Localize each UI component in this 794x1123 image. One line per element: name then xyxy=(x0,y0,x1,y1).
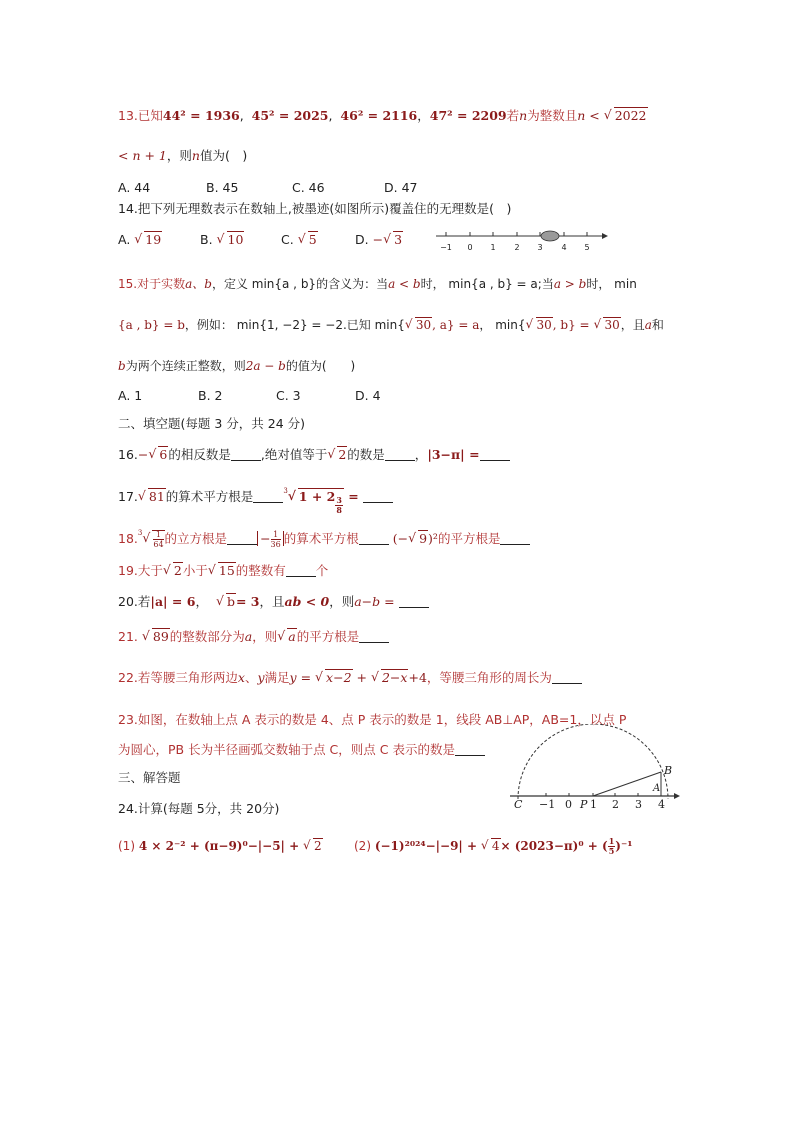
q13-mid2: 为整数且 xyxy=(527,108,578,123)
q15-part: a xyxy=(644,318,652,332)
q15-part: ，例如： min{1, −2} = −2.已知 min{ xyxy=(184,318,405,332)
q13-line2 xyxy=(118,146,247,166)
point-a-label: A xyxy=(653,783,661,794)
q23-text-1: 23.如图，在数轴上点 A 表示的数是 4、点 P 表示的数是 1，线段 AB⊥AP，AB=1，以点 P xyxy=(118,712,627,727)
q18: 18.$^3$ √ $\frac{1}{64}$ 的立方根是 − $\frac{1}{36}$ 的算术平方根 (−√ 9)²的平方根是 xyxy=(118,523,530,549)
q15-part: 的值为( ) xyxy=(285,359,356,373)
q16: 16.−√ 6的相反数是 ,绝对值等于√ 2的数是 ，|3−π| = xyxy=(118,445,510,465)
q13-cond2: < n + 1 xyxy=(118,148,167,163)
q13-eq2: 45² = 2025 xyxy=(251,108,329,123)
q23-figure xyxy=(508,724,684,812)
q23-tick-label: 1 xyxy=(590,798,597,811)
q14-option-c: C. √ 5 xyxy=(281,230,318,250)
q14-tick-label: 2 xyxy=(514,243,520,252)
segment-pb xyxy=(593,772,661,796)
q22: 22.若等腰三角形两边x、y满足y = √ x−2 + √ 2−x+4，等腰三角形的周长为 xyxy=(118,668,582,688)
q23-tick-label: 0 xyxy=(565,798,572,811)
q15-part: a < b xyxy=(388,277,421,291)
q15-part: 2a − b xyxy=(245,359,286,373)
answer-blank xyxy=(359,531,389,545)
q23-tick-label: 4 xyxy=(658,798,665,811)
q15-option-a: A. 1 xyxy=(118,388,143,403)
q24-problem-1: (1) 4 × 2⁻² + (π−9)⁰−|−5| + √ 2 xyxy=(118,836,323,856)
ink-blot xyxy=(541,231,559,241)
point-c-label: C xyxy=(514,798,523,811)
q15-option-b: B. 2 xyxy=(198,388,223,403)
q14-tick-label: −1 xyxy=(440,243,452,252)
q15-option-d: D. 4 xyxy=(355,388,381,403)
answer-blank xyxy=(253,489,283,503)
q13-n2: n xyxy=(191,148,200,163)
section-2-title: 二、填空题(每题 3 分，共 24 分) xyxy=(118,416,306,431)
answer-blank xyxy=(399,594,429,608)
answer-blank xyxy=(480,447,510,461)
q15-part: 时， min xyxy=(586,277,637,291)
q14-tick-label: 5 xyxy=(584,243,590,252)
q15-line2 xyxy=(118,315,664,335)
answer-blank xyxy=(286,563,316,577)
answer-blank xyxy=(385,447,415,461)
q23-tick-label: 2 xyxy=(612,798,619,811)
q15-part: , b} = xyxy=(552,318,590,332)
q14-tick-label: 3 xyxy=(537,243,543,252)
axis-arrow xyxy=(674,793,680,799)
q13-n: n xyxy=(519,108,528,123)
section-3-title: 三、解答题 xyxy=(118,770,181,785)
q14-question xyxy=(118,199,511,219)
arc xyxy=(518,724,668,799)
q14-option-b: B. √ 10 xyxy=(200,230,244,250)
q13-sqrt xyxy=(604,106,648,126)
q15-part: 为两个连续正整数，则 xyxy=(125,359,246,373)
q15-part: ，且 xyxy=(620,318,645,332)
q15-part: b xyxy=(118,359,126,373)
q13-line1: 13.已知44² = 1936, 45² = 2025, 46² = 2116，47² = 2209若n为整数且n < √ 2022 xyxy=(118,106,648,126)
q13-tail: ，则 xyxy=(166,148,192,163)
q14-ticks xyxy=(446,232,587,236)
q13-option-c: C. 46 xyxy=(292,180,325,195)
q14-tick-label: 1 xyxy=(490,243,496,252)
q14-number-line xyxy=(436,228,608,254)
q15-part: 时， min{a , b} = a;当 xyxy=(420,277,554,291)
q17: 17.√ 81的算术平方根是 $^3$√ 1 + 2 $\frac{3}{8}$ = xyxy=(118,481,393,515)
q13-prefix: 13.已知 xyxy=(118,108,163,123)
answer-blank xyxy=(455,742,485,756)
q15-part: 和 xyxy=(651,318,664,332)
q13-option-a: A. 44 xyxy=(118,180,151,195)
q15-part: a > b xyxy=(553,277,587,291)
q20: 20.若|a| = 6， √ b= 3，且ab < 0，则a−b = xyxy=(118,592,429,612)
q14-tick-label: 4 xyxy=(561,243,567,252)
q24-title-text: 24.计算(每题 5分，共 20分) xyxy=(118,801,280,816)
q13-radicand: 2022 xyxy=(614,108,647,123)
point-p-label: P xyxy=(580,798,588,811)
q13-option-b: B. 45 xyxy=(206,180,239,195)
answer-blank xyxy=(552,670,582,684)
q15-option-c: C. 3 xyxy=(276,388,301,403)
q13-tail2: 值为( ) xyxy=(199,148,248,163)
q23-line2 xyxy=(118,740,485,760)
section-2-heading xyxy=(118,414,305,434)
q13-option-d: D. 47 xyxy=(384,180,418,195)
q15-part: {a , b} = b xyxy=(118,318,185,332)
q21: 21. √ 89的整数部分为a，则√ a的平方根是 xyxy=(118,627,389,647)
point-b-label: B xyxy=(664,764,673,777)
q15-line3 xyxy=(118,356,355,376)
section-3-heading xyxy=(118,768,181,788)
q24-title xyxy=(118,799,279,819)
q23-tick-label: −1 xyxy=(539,798,556,811)
q19: 19.大于√ 2小于√ 15的整数有 个 xyxy=(118,561,328,581)
q15-part: , a} = a xyxy=(432,318,480,332)
q13-mid: 若 xyxy=(506,108,520,123)
q15-part: 30 xyxy=(536,318,552,332)
q15-part: a、b xyxy=(185,277,212,291)
q14-option-a: A. √ 19 xyxy=(118,230,162,250)
q14-text: 14.把下列无理数表示在数轴上,被墨迹(如图所示)覆盖住的无理数是( ) xyxy=(118,201,512,216)
answer-blank xyxy=(500,531,530,545)
answer-blank xyxy=(363,489,393,503)
q15-part: 15.对于实数 xyxy=(118,277,186,291)
answer-blank xyxy=(359,629,389,643)
q15-part: ， min{ xyxy=(479,318,526,332)
q23-tick-label: 3 xyxy=(635,798,642,811)
q13-eq4: 47² = 2209 xyxy=(429,108,507,123)
q15-part: ，定义 min{a , b}的含义为：当 xyxy=(211,277,389,291)
answer-blank xyxy=(227,531,257,545)
q13-cond1: n < xyxy=(577,108,600,123)
answer-blank xyxy=(231,447,261,461)
q23-text-2: 为圆心，PB 长为半径画弧交数轴于点 C，则点 C 表示的数是 xyxy=(118,742,455,757)
q14-option-d: D. −√ 3 xyxy=(355,230,403,250)
q13-eq3: 46² = 2116 xyxy=(340,108,418,123)
q15-part: 30 xyxy=(604,318,620,332)
q24-problem-2: (2) (−1)²⁰²⁴−|−9| + √ 4× (2023−π)⁰ + ( $\frac{1}{5}$ )⁻¹ xyxy=(354,836,633,856)
q15-line1 xyxy=(118,274,637,294)
q14-tick-label: 0 xyxy=(467,243,473,252)
q15-part: 30 xyxy=(415,318,432,332)
q13-eq1: 44² = 1936 xyxy=(162,108,240,123)
